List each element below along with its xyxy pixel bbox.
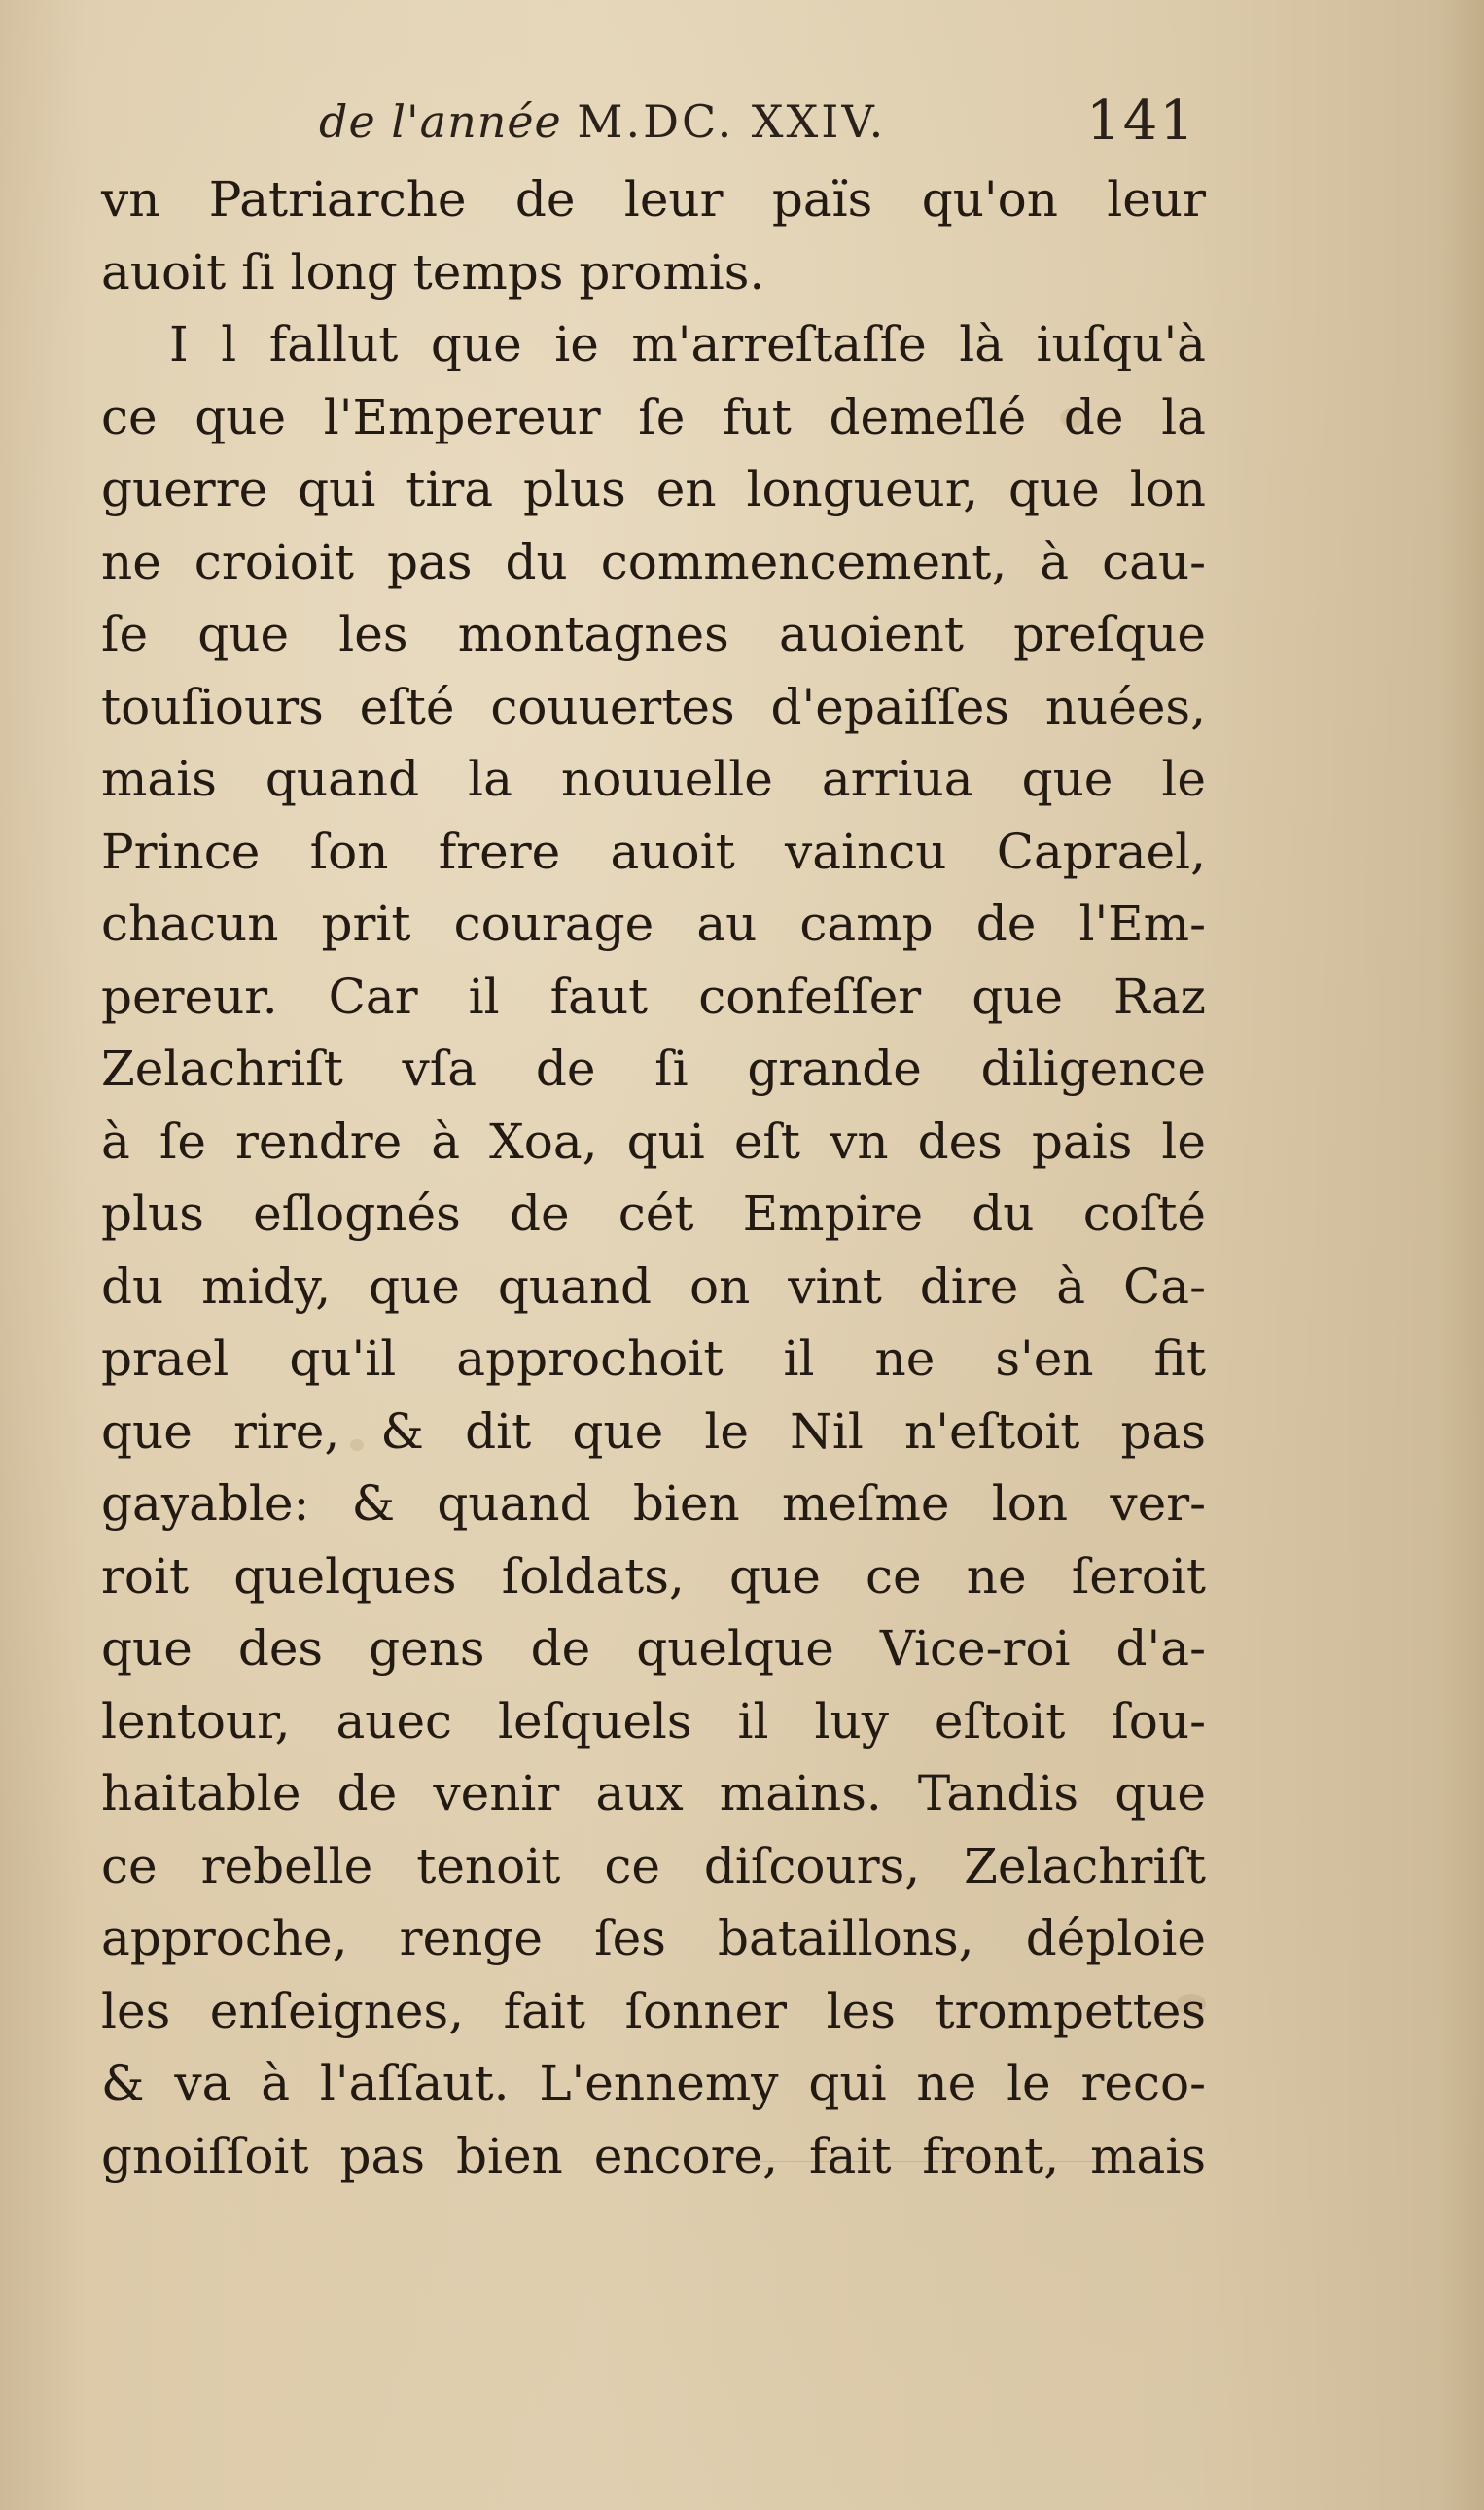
text-line: prael qu'il approchoit il ne s'en fit bbox=[101, 1330, 1206, 1387]
text-line: roit quelques ſoldats, que ce ne ſeroit bbox=[101, 1547, 1206, 1605]
text-line: haitable de venir aux mains. Tandis que bbox=[101, 1765, 1206, 1821]
text-line: Prince ſon frere auoit vaincu Caprael, bbox=[101, 823, 1206, 880]
text-line: à ſe rendre à Xoa, qui eſt vn des pais le bbox=[101, 1113, 1206, 1170]
text-line: touſiours eſté couuertes d'epaiſſes nuées, bbox=[101, 678, 1206, 735]
running-head-year: M.DC. XXIV. bbox=[577, 95, 887, 148]
text-line: ce que l'Empereur ſe fut demeſlé de la bbox=[101, 388, 1206, 445]
text-line: & va à l'aſſaut. L'ennemy qui ne le reco- bbox=[101, 2055, 1206, 2111]
text-line: mais quand la nouuelle arriua que le bbox=[101, 751, 1206, 807]
text-line: les enſeignes, fait ſonner les trompettes bbox=[101, 1982, 1206, 2039]
page-number: 141 bbox=[1086, 89, 1196, 153]
text-line: du midy, que quand on vint dire à Ca- bbox=[101, 1257, 1206, 1315]
running-head-italic: de l'année bbox=[319, 95, 562, 148]
text-line: approche, renge ſes bataillons, déploie bbox=[101, 1910, 1206, 1966]
text-line: que rire, & dit que le Nil n'eſtoit pas bbox=[101, 1402, 1206, 1460]
text-line: guerre qui tira plus en longueur, que lon bbox=[101, 461, 1206, 517]
text-line: Zelachriſt vſa de ſi grande diligence bbox=[101, 1041, 1206, 1097]
text-line: vn Patriarche de leur païs qu'on leur bbox=[101, 171, 1206, 228]
text-line: ne croioit pas du commencement, à cau- bbox=[101, 533, 1206, 590]
text-line: gayable: & quand bien meſme lon ver- bbox=[101, 1475, 1206, 1532]
text-line: auoit ſi long temps promis. bbox=[101, 243, 765, 300]
text-line: gnoiſſoit pas bien encore, fait front, mais bbox=[101, 2127, 1206, 2184]
running-head bbox=[319, 95, 886, 148]
text-line: ſe que les montagnes auoient preſque bbox=[101, 606, 1206, 662]
bleed-through-mark bbox=[739, 2161, 1148, 2162]
text-line: pereur. Car il faut confeſſer que Raz bbox=[101, 968, 1206, 1025]
text-line: chacun prit courage au camp de l'Em- bbox=[101, 896, 1206, 952]
paragraph-first-line: I l fallut que ie m'arreſtaſſe là iuſqu'à bbox=[169, 316, 1206, 372]
page-header bbox=[107, 89, 1196, 167]
text-line: plus eſlognés de cét Empire du coſté bbox=[101, 1185, 1206, 1242]
text-line: lentour, auec leſquels il luy eſtoit ſou- bbox=[101, 1692, 1206, 1750]
text-line: ce rebelle tenoit ce diſcours, Zelachriſt bbox=[101, 1837, 1206, 1894]
text-line: que des gens de quelque Vice-roi d'a- bbox=[101, 1620, 1206, 1677]
body-text bbox=[101, 163, 1206, 2192]
